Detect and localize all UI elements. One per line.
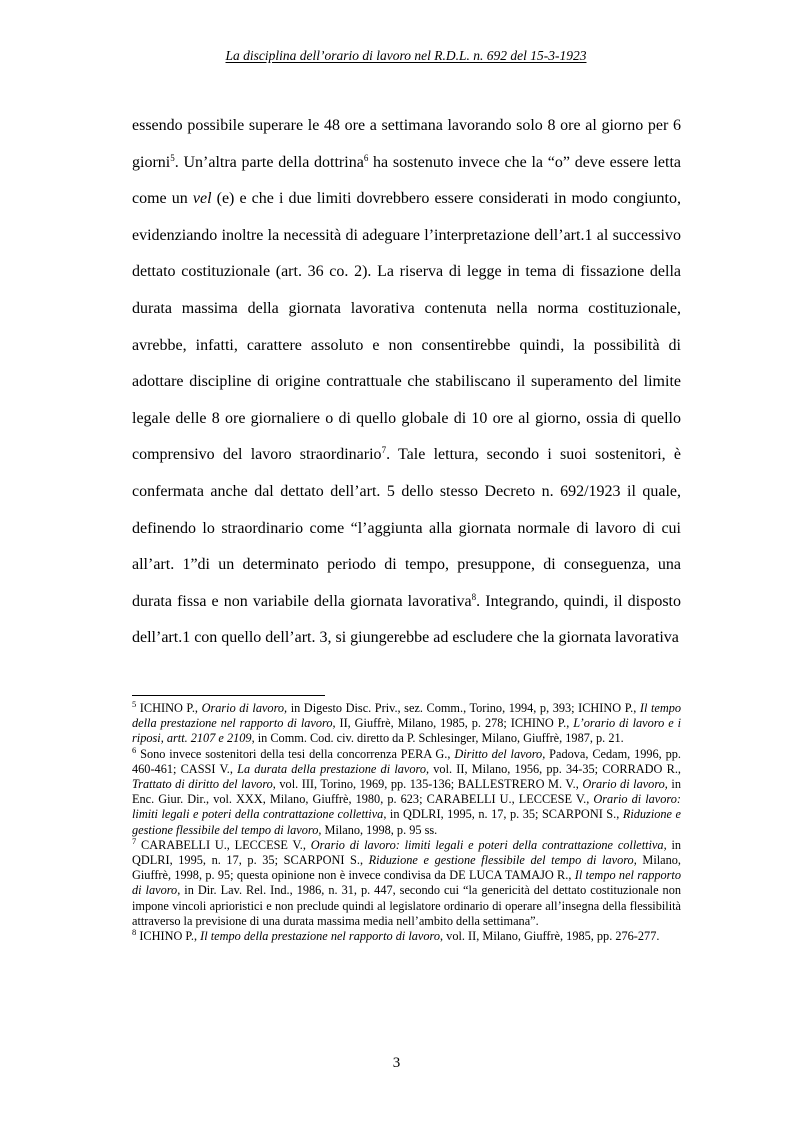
body-text: ha sostenuto invece che la “o” deve essere letta come un xyxy=(132,153,682,208)
footnote-italic-text: Orario di lavoro, xyxy=(582,777,668,792)
footnote-text: ICHINO P., xyxy=(136,929,201,944)
footnote-separator xyxy=(132,695,325,696)
footnote-text: Milano, 1998, p. 95 ss. xyxy=(321,822,438,837)
footnote-text: , vol. III, Torino, 1969, pp. 135-136; BALLESTRERO M. V., xyxy=(272,777,583,792)
footnote-text: II, Giuffrè, Milano, 1985, p. 278; ICHINO P., xyxy=(335,716,574,731)
footnote-number: 6 xyxy=(132,744,137,755)
footnote-text: in QDLRI, 1995, n. 17, p. 35; SCARPONI S., xyxy=(132,837,682,868)
body-footnote-ref: 5 xyxy=(170,152,175,163)
footnote-italic-text: Trattato di diritto del lavoro xyxy=(132,777,273,792)
footnote-text: vol. II, Milano, 1956, pp. 34-35; CORRADO R., xyxy=(429,761,681,776)
footnote-italic-text: L’orario di lavoro e i riposi, artt. 2107 e 2109 xyxy=(132,716,681,746)
body-italic-text: vel xyxy=(192,190,212,208)
footnote-number: 8 xyxy=(132,927,137,938)
footnote-7 xyxy=(132,835,682,929)
footnote-text: in QDLRI, 1995, n. 17, p. 35; SCARPONI S., xyxy=(386,807,623,822)
footnote-text: , in Dir. Lav. Rel. Ind., 1986, n. 31, p. 447, secondo cui “la genericità del dettato costituzionale non impone vincoli aprioristici e non preclude quindi al legislatore ordinario di operare all’insegna della flessibilità attraverso la previsione di una durata massima media nell’ambito della settimana”. xyxy=(132,883,681,928)
footnote-5 xyxy=(132,701,681,747)
footnote-text: in Digesto Disc. Priv., sez. Comm., Torino, 1994, p, 393; ICHINO P., xyxy=(287,701,640,715)
footnote-number: 7 xyxy=(132,835,137,846)
body-text: . Un’altra parte della dottrina xyxy=(174,153,364,171)
body-text: . Tale lettura, secondo i suoi sostenitori, è confermata anche dal dettato dell’art. 5 dello stesso Decreto n. 692/1923 il quale, definendo lo straordinario come “l’aggiunta alla giornata normale di lavoro di cui all’art. 1”di un determinato periodo di tempo, presuppone, di conseguenza, una durata fissa e non variabile della giornata lavorativa xyxy=(132,446,681,610)
footnote-italic-text: Riduzione e gestione flessibile del tempo di lavoro, xyxy=(132,807,681,837)
footnote-italic-text: Riduzione e gestione flessibile del tempo di lavoro, xyxy=(368,853,637,868)
footnote-text: ICHINO P., xyxy=(136,701,202,715)
body-text: essendo possibile superare le 48 ore a settimana lavorando solo 8 ore al giorno per 6 giorni xyxy=(132,117,681,171)
body-paragraph xyxy=(132,108,681,657)
footnote-italic-text: Orario di lavoro: limiti legali e poteri della contrattazione collettiva, xyxy=(132,792,681,822)
footnote-italic-text: Orario di lavoro: limiti legali e poteri della contrattazione collettiva, xyxy=(310,837,667,852)
footnote-text: in Enc. Giur. Dir., vol. XXX, Milano, Giuffrè, 1980, p. 623; CARABELLI U., LECCESE V., xyxy=(132,777,681,807)
page-number: 3 xyxy=(392,1055,401,1071)
body-footnote-ref: 8 xyxy=(471,591,477,602)
footnote-text: Milano, Giuffrè, 1998, p. 95; questa opinione non è invece condivisa da DE LUCA TAMAJO R., xyxy=(132,853,682,883)
footnote-8 xyxy=(132,929,681,944)
footnote-italic-text: Il tempo della prestazione nel rapporto di lavoro xyxy=(200,929,441,944)
body-footnote-ref: 7 xyxy=(381,445,387,456)
footnote-italic-text: Il tempo della prestazione nel rapporto di lavoro, xyxy=(132,701,681,731)
footnote-italic-text: La durata della prestazione di lavoro, xyxy=(237,761,430,776)
footnote-number: 5 xyxy=(132,699,137,709)
footnote-text: , vol. II, Milano, Giuffrè, 1985, pp. 276-277. xyxy=(440,929,660,944)
running-header: La disciplina dell’orario di lavoro nel R.D.L. n. 692 del 15-3-1923 xyxy=(225,48,587,63)
body-text: . Integrando, quindi, il disposto dell’art.1 con quello dell’art. 3, si giungerebbe ad escludere che la giornata lavorativa xyxy=(132,592,681,647)
footnote-text: , in Comm. Cod. civ. diretto da P. Schlesinger, Milano, Giuffrè, 1987, p. 21. xyxy=(251,731,624,746)
footnote-italic-text: Il tempo nel rapporto di lavoro xyxy=(132,868,681,898)
footnote-text: CARABELLI U., LECCESE V., xyxy=(136,837,311,852)
footnote-italic-text: Diritto del lavoro, xyxy=(454,746,546,761)
footnote-text: Padova, Cedam, 1996, pp. 460-461; CASSI V., xyxy=(132,746,682,776)
footnote-italic-text: Orario di lavoro, xyxy=(201,701,288,715)
footnote-text: Sono invece sostenitori della tesi della concorrenza PERA G., xyxy=(136,746,455,761)
footnote-6 xyxy=(132,744,682,838)
footnotes xyxy=(132,701,681,944)
body-footnote-ref: 6 xyxy=(363,152,369,163)
body-text: (e) e che i due limiti dovrebbero essere considerati in modo congiunto, evidenziando inoltre la necessità di adeguare l’interpretazione dell’art.1 al successivo dettato costituzionale (art. 36 co. 2). La riserva di legge in tema di fissazione della durata massima della giornata lavorativa contenuta nella norma costituzionale, avrebbe, infatti, carattere assoluto e non consentirebbe quindi, la possibilità di adottare discipline di origine contrattuale che stabiliscano il superamento del limite legale delle 8 ore giornaliere o di quello globale di 10 ore al giorno, ossia di quello comprensivo del lavoro straordinario xyxy=(132,190,681,464)
